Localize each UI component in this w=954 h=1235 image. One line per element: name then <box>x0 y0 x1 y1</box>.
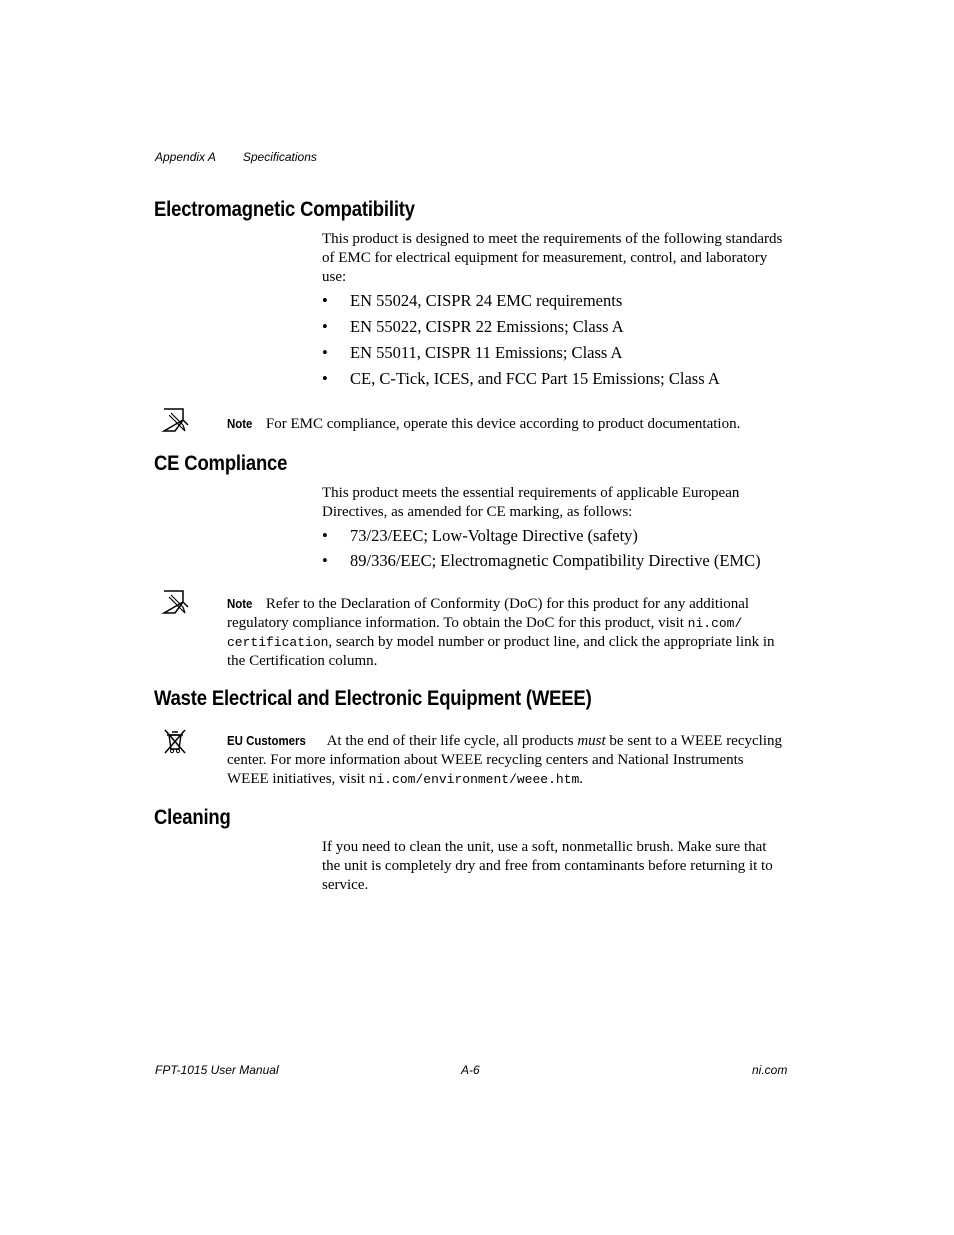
weee-heading: Waste Electrical and Electronic Equipment (WEEE) <box>154 687 592 710</box>
footer-manual-title: FPT-1015 User Manual <box>155 1063 279 1077</box>
note-icon <box>161 588 191 616</box>
list-item: • EN 55011, CISPR 11 Emissions; Class A <box>322 343 623 362</box>
weee-link[interactable]: ni.com/environment/weee.htm <box>368 772 580 787</box>
section-label: Specifications <box>242 150 317 164</box>
emc-note <box>227 414 787 434</box>
footer-page-number: A-6 <box>461 1063 480 1077</box>
list-item: • 73/23/EEC; Low-Voltage Directive (safety) <box>322 526 638 545</box>
emc-heading: Electromagnetic Compatibility <box>154 198 415 221</box>
emc-intro: This product is designed to meet the requirements of the following standards of EMC for electrical equipment for measurement, control, and laboratory use: <box>322 231 783 285</box>
eu-customers-label: EU Customers <box>227 733 306 748</box>
note-icon <box>161 406 191 434</box>
list-item: • EN 55022, CISPR 22 Emissions; Class A <box>322 317 624 336</box>
note-label: Note <box>227 416 253 431</box>
cleaning-heading: Cleaning <box>154 806 231 829</box>
note-body: For EMC compliance, operate this device according to product documentation. <box>265 416 741 432</box>
footer-website: ni.com <box>752 1063 788 1077</box>
running-header <box>155 150 317 164</box>
ce-heading: CE Compliance <box>154 452 288 475</box>
list-item: • 89/336/EEC; Electromagnetic Compatibility Directive (EMC) <box>322 551 761 570</box>
list-item: • EN 55024, CISPR 24 EMC requirements <box>322 291 623 310</box>
weee-crossed-bin-icon <box>162 727 188 755</box>
ce-directives-list <box>322 526 761 576</box>
list-item: • CE, C-Tick, ICES, and FCC Part 15 Emissions; Class A <box>322 369 720 388</box>
ce-intro: This product meets the essential requirements of applicable European Directives, as amended for CE marking, as follows: <box>322 485 740 520</box>
ce-note: Note Refer to the Declaration of Conformity (DoC) for this product for any additional regulatory compliance information. To obtain the DoC for this product, visit ni.com/ certification, search by model number or product line, and click the appropriate link in the Certification column. <box>227 596 775 669</box>
emc-standards-list <box>322 291 720 395</box>
cleaning-text: If you need to clean the unit, use a soft, nonmetallic brush. Make sure that the unit is completely dry and free from contaminants before returning it to service. <box>322 839 773 893</box>
weee-notice: EU Customers At the end of their life cycle, all products must be sent to a WEEE recycling center. For more information about WEEE recycling centers and National Instruments WEEE initiatives, visit ni.com/environment/weee.htm. <box>227 733 782 787</box>
appendix-label: Appendix A <box>155 150 216 164</box>
certification-link[interactable]: ni.com/ certification <box>227 616 743 650</box>
note-label: Note <box>227 596 253 611</box>
